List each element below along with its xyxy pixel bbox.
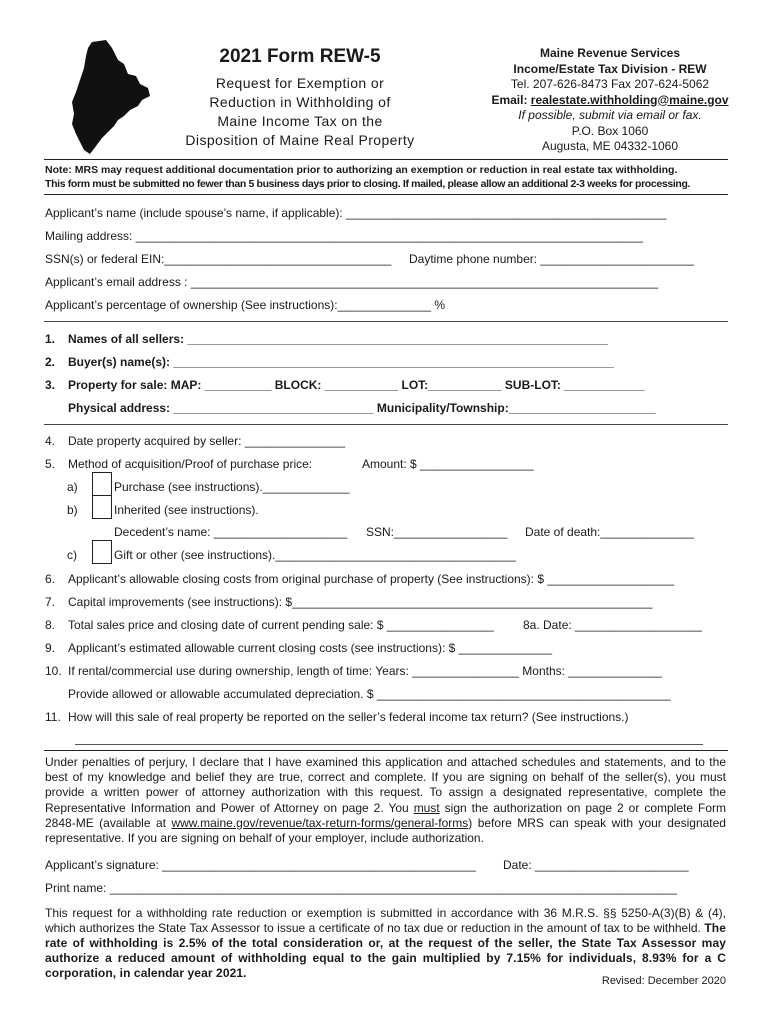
item-11-answer-line[interactable] <box>75 744 703 745</box>
submit-note: If possible, submit via email or fax. <box>518 108 702 122</box>
divider <box>44 159 728 160</box>
city: Augusta, ME 04332-1060 <box>541 139 679 153</box>
po-box: P.O. Box 1060 <box>571 123 649 138</box>
item-8a-date[interactable]: 8a. Date: ___________________ <box>523 618 702 632</box>
purchase-checkbox[interactable] <box>92 472 112 496</box>
divider <box>44 194 728 195</box>
decedent-ssn-field[interactable]: SSN:_________________ <box>366 525 508 539</box>
item-number: 10. <box>45 664 62 678</box>
division-name: Income/Estate Tax Division - REW <box>513 61 707 76</box>
subtitle-line: Request for Exemption or <box>215 75 385 91</box>
option-b-label: b) <box>67 503 78 517</box>
item-text: Applicant’s allowable closing costs from original purchase of property (See instructions): $ ___________________ <box>68 572 675 586</box>
option-a-text: Purchase (see instructions)._____________ <box>114 480 350 494</box>
item-number: 8. <box>45 618 56 632</box>
subtitle-line: Maine Income Tax on the <box>217 113 383 129</box>
item-number: 5. <box>45 457 56 471</box>
item-11-reporting <box>45 710 629 724</box>
maine-map-icon <box>62 40 152 156</box>
subtitle-line: Reduction in Withholding of <box>209 94 391 110</box>
revised-date: Revised: December 2020 <box>601 975 726 987</box>
item-number: 4. <box>45 434 56 448</box>
forms-link[interactable]: www.maine.gov/revenue/tax-return-forms/general-forms <box>171 815 469 830</box>
declaration-must: must <box>413 800 440 815</box>
inherited-checkbox[interactable] <box>92 495 112 519</box>
item-text: If rental/commercial use during ownership, length of time: Years: ________________ Months: ______________ <box>68 664 662 678</box>
divider <box>44 750 728 751</box>
ownership-percentage-field[interactable]: Applicant’s percentage of ownership (See instructions):______________ % <box>45 298 446 312</box>
option-b-text: Inherited (see instructions). <box>114 503 259 517</box>
email-link[interactable]: realestate.withholding@maine.gov <box>530 92 729 107</box>
declaration-text: ) before MRS can speak with your designated representative. If you are signing on behalf of your employer, include authorization. <box>45 815 726 846</box>
applicant-signature-field[interactable]: Applicant’s signature: _______________________________________________ <box>45 858 476 872</box>
item-number: 9. <box>45 641 56 655</box>
item-text: Date property acquired by seller: _______________ <box>68 434 345 448</box>
divider <box>44 424 728 425</box>
item-number: 11. <box>45 710 61 724</box>
decedent-name-field[interactable]: Decedent’s name: ____________________ <box>114 525 348 539</box>
item-number: 1. <box>45 332 56 346</box>
item-5-amount-field[interactable]: Amount: $ _________________ <box>362 457 534 471</box>
option-c-text[interactable]: Gift or other (see instructions).____________________________________ <box>114 548 516 562</box>
ssn-ein-field[interactable]: SSN(s) or federal EIN:__________________________________ <box>45 252 392 266</box>
declaration-paragraph <box>45 755 726 846</box>
item-text: Total sales price and closing date of current pending sale: $ ________________ <box>68 618 494 632</box>
item-10-rental-use[interactable] <box>45 664 662 678</box>
item-text: Applicant’s estimated allowable current closing costs (see instructions): $ ______________ <box>68 641 553 655</box>
form-title: 2021 Form REW-5 <box>219 46 381 67</box>
item-number: 6. <box>45 572 56 586</box>
divider <box>44 321 728 322</box>
footer-paragraph <box>45 906 726 981</box>
item-7-capital-improvements[interactable] <box>45 595 652 609</box>
item-10-depreciation[interactable]: Provide allowed or allowable accumulated depreciation. $ ____________________________________________ <box>68 687 671 701</box>
print-name-field[interactable]: Print name: _____________________________________________________________________________________ <box>45 881 677 895</box>
subtitle-line: Disposition of Maine Real Property <box>185 132 415 148</box>
item-2-buyers[interactable] <box>45 355 614 369</box>
item-number: 2. <box>45 355 56 369</box>
declaration-text: Under penalties of perjury, I declare that I have examined this application and attached schedules and statements, and to the best of my knowledge and belief they are true, correct and complete. If you are signing on behalf of the seller(s), you must provide a written power of attorney authorization with this request. To assign a designated representative, complete the Representative Information and Power of Attorney on page 2. You <box>45 755 726 815</box>
note-line-2: This form must be submitted no fewer than 5 business days prior to closing. If mailed, please allow an additional 2-3 weeks for processing. <box>45 178 691 190</box>
mailing-address-field[interactable]: Mailing address: ____________________________________________________________________________ <box>45 229 643 243</box>
daytime-phone-field[interactable]: Daytime phone number: _______________________ <box>409 252 694 266</box>
form-subtitle <box>160 74 440 150</box>
item-5-method <box>45 457 312 471</box>
applicant-email-field[interactable]: Applicant’s email address : ______________________________________________________________________ <box>45 275 659 289</box>
item-text: Property for sale: MAP: __________ BLOCK: ___________ LOT:___________ SUB-LOT: ____________ <box>68 378 645 392</box>
signature-date-field[interactable]: Date: _______________________ <box>503 858 689 872</box>
option-a-label: a) <box>67 480 78 494</box>
date-of-death-field[interactable]: Date of death:______________ <box>525 525 694 539</box>
item-3-physical-address[interactable]: Physical address: ______________________________ Municipality/Township:______________________ <box>68 401 656 415</box>
note-line-1: Note: MRS may request additional documentation prior to authorizing an exemption or reduction in real estate tax withholding. <box>45 164 678 176</box>
agency-contact <box>490 46 730 155</box>
declaration-text: sign the authorization on page 2 or complete Form 2848-ME (available at <box>45 800 726 830</box>
item-number: 3. <box>45 378 56 392</box>
item-1-sellers[interactable] <box>45 332 608 346</box>
item-number: 7. <box>45 595 56 609</box>
email-label: Email: <box>491 92 531 107</box>
item-4-date-acquired[interactable] <box>45 434 345 448</box>
item-text: Capital improvements (see instructions): $______________________________________________________ <box>68 595 653 609</box>
footer-bold-text: The rate of withholding is 2.5% of the total consideration or, at the request of the seller, the State Tax Assessor may authorize a reduced amount of withholding equal to the gain multiplied by 7.15% for individuals, 8.93% for a C corporation, in calendar year 2021. <box>45 921 726 980</box>
email-line <box>490 93 730 109</box>
tel-fax: Tel. 207-626-8473 Fax 207-624-5062 <box>510 77 710 91</box>
item-9-current-closing-costs[interactable] <box>45 641 552 655</box>
applicant-name-field[interactable]: Applicant’s name (include spouse’s name, if applicable): ________________________________________________ <box>45 206 667 220</box>
footer-text: This request for a withholding rate reduction or exemption is submitted in accordance with 36 M.R.S. §§ 5250-A(3)(B) & (4), which authorizes the State Tax Assessor to issue a certificate of no tax due or reduction in the amount of tax to be withheld. <box>45 906 726 935</box>
item-3-property[interactable] <box>45 378 644 392</box>
item-8-sales-price[interactable] <box>45 618 494 632</box>
item-text: How will this sale of real property be reported on the seller’s federal income tax return? (See instructions.) <box>68 710 629 724</box>
item-text: Method of acquisition/Proof of purchase price: <box>68 457 313 471</box>
item-6-closing-costs[interactable] <box>45 572 674 586</box>
agency-name: Maine Revenue Services <box>539 46 681 60</box>
item-text: Buyer(s) name(s): __________________________________________________________________ <box>68 355 614 369</box>
option-c-label: c) <box>67 548 77 562</box>
item-text: Names of all sellers: _______________________________________________________________ <box>68 332 608 346</box>
gift-checkbox[interactable] <box>92 540 112 564</box>
